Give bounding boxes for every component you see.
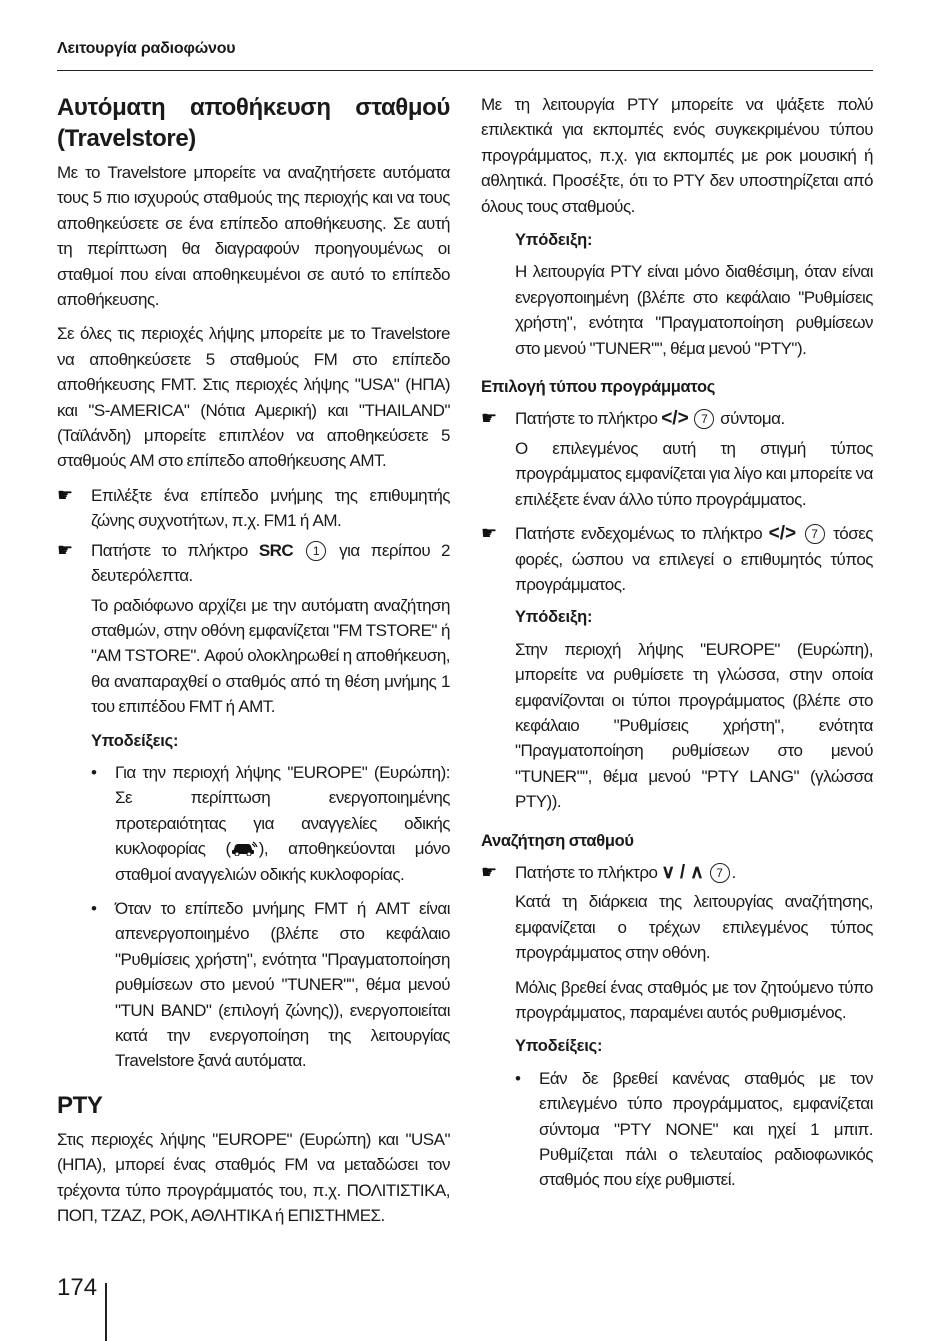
- step-repeat-arrow-keys: ☛ Πατήστε ενδεχομένως το πλήκτρο </> 7 τόσες φορές, ώσπου να επιλεγεί ο επιθυμητός τύπος προγράμματος.: [481, 523, 873, 594]
- program-type-display: Ο επιλεγμένος αυτή τη στιγμή τύπος προγράμματος εμφανίζεται για λίγο και μπορείτε να επιλέξετε έναν άλλο τύπο προγράμματος.: [515, 438, 873, 509]
- page-number-divider: [105, 1283, 107, 1341]
- pointing-hand-icon: ☛: [57, 539, 73, 560]
- pty-language-note: Στην περιοχή λήψης "EUROPE" (Ευρώπη), μπορείτε να ρυθμίσετε τη γλώσσα, στην οποία εμφανίζονται οι τύποι προγράμματος (βλέπε στο κεφάλαιο "Ρυθμίσεις χρήστη", ενότητα "Πραγματοποίηση ρυθμίσεων στο μενού "TUNER"", θέμα μενού "PTY LANG" (γλώσσα PTY)).: [515, 639, 873, 812]
- notes-list: [515, 1066, 873, 1193]
- left-right-arrow-keys: </>: [661, 408, 689, 430]
- search-found-text: Μόλις βρεθεί ένας σταθμός με τον ζητούμενο τύπο προγράμματος, παραμένει αυτός ρυθμισμένος.: [515, 977, 873, 1022]
- right-column: [481, 92, 873, 1202]
- left-right-arrow-keys: </>: [768, 523, 797, 545]
- left-column: [57, 92, 450, 1237]
- step-press-up-down-keys: ☛ Πατήστε το πλήκτρο ∨ / ∧ 7 .: [481, 860, 873, 885]
- notes-heading: Υποδείξεις:: [91, 731, 179, 750]
- key-number-badge: 1: [306, 541, 326, 561]
- note-heading: Υπόδειξη:: [515, 231, 593, 250]
- header-rule: [57, 70, 873, 71]
- step-press-src: ☛ Πατήστε το πλήκτρο SRC 1 για περίπου 2 δευτερόλεπτα.: [57, 539, 450, 586]
- pty-intro: Στις περιοχές λήψης "EUROPE" (Ευρώπη) και "USA" (ΗΠΑ), μπορεί ένας σταθμός FM να μεταδώσει τον τρέχοντα τύπο προγράμματός του, π.χ. ΠΟΛΙΤΙΣΤΙΚΑ, ΠΟΠ, ΤΖΑΖ, ΡΟΚ, ΑΘΛΗΤΙΚΑ ή ΕΠΙΣΤΗΜΕΣ.: [57, 1129, 450, 1226]
- pty-availability-note: Η λειτουργία PTY είναι μόνο διαθέσιμη, όταν είναι ενεργοποιημένη (βλέπε στο κεφάλαιο "Ρυθμίσεις χρήστη", ενότητα "Πραγματοποίηση ρυθμίσεων στο μενού "TUNER"", θέμα μενού "PTY").: [515, 262, 873, 358]
- station-search-heading: Αναζήτηση σταθμού: [481, 831, 634, 850]
- pointing-hand-icon: ☛: [481, 523, 497, 544]
- src-key-label: SRC: [258, 540, 294, 560]
- list-item: • Όταν το επίπεδο μνήμης FMT ή AMT είναι απενεργοποιημένο (βλέπε στο κεφάλαιο "Ρυθμίσεις χρήστη", ενότητα "Πραγματοποίηση ρυθμίσεων στο μενού "TUNER"", θέμα μενού "TUN BAND" (επιλογή ζώνης)), ενεργοποιείται κατά την ενεργοποίηση της λειτουργίας Travelstore ξανά αυτόματα.: [91, 898, 450, 1071]
- key-number-badge: 7: [805, 524, 825, 544]
- step-press-arrow-keys: ☛ Πατήστε το πλήκτρο </> 7 σύντομα.: [481, 406, 873, 431]
- pointing-hand-icon: ☛: [481, 861, 497, 882]
- list-item: • Εάν δε βρεθεί κανένας σταθμός με τον επιλεγμένο τύπο προγράμματος, εμφανίζεται σύντομα "PTY NONE" και ηχεί 1 μπιπ. Ρυθμίζεται πάλι ο τελευταίος ραδιοφωνικός σταθμός που είχε ρυθμιστεί.: [515, 1068, 873, 1190]
- page-number: 174: [57, 1274, 98, 1301]
- key-number-badge: 7: [710, 863, 730, 883]
- key-number-badge: 7: [694, 409, 714, 429]
- pty-title: PTY: [57, 1091, 103, 1119]
- pty-description: Με τη λειτουργία PTY μπορείτε να ψάξετε πολύ επιλεκτικά για εκπομπές ενός συγκεκριμένου τύπου προγράμματος, π.χ. για εκπομπές με ροκ μουσική ή αθλητικά. Προσέξτε, ότι το PTY δεν υποστηρίζεται από όλους τους σταθμούς.: [481, 95, 873, 216]
- traffic-info-car-icon: [231, 840, 259, 856]
- program-type-heading: Επιλογή τύπου προγράμματος: [481, 378, 716, 397]
- pointing-hand-icon: ☛: [57, 484, 73, 505]
- travelstore-regions: Σε όλες τις περιοχές λήψης μπορείτε με το Travelstore να αποθηκεύσετε 5 σταθμούς FM στο επίπεδο αποθήκευσης FMT. Στις περιοχές λήψης "USA" (ΗΠΑ) και "S-AMERICA" (Νότια Αμερική) και "THAILAND" (Ταϊλάνδη) μπορείτε επιπλέον να αποθηκεύσετε 5 σταθμούς AM στο επίπεδο αποθήκευσης AMT.: [57, 324, 450, 471]
- list-item: • Για την περιοχή λήψης "EUROPE" (Ευρώπη): Σε περίπτωση ενεργοποιημένης προτεραιότητας για αναγγελίες οδικής κυκλοφορίας ( ), αποθηκεύονται μόνο σταθμοί αναγγελιών οδικής κυκλοφορίας.: [91, 762, 451, 884]
- step-select-memory-level: ☛ Επιλέξτε ένα επίπεδο μνήμης της επιθυμητής ζώνης συχνοτήτων, π.χ. FM1 ή AM.: [57, 484, 450, 531]
- up-down-arrow-keys: ∨ / ∧: [661, 861, 704, 883]
- notes-list: [91, 760, 450, 1074]
- notes-heading: Υποδείξεις:: [515, 1037, 603, 1056]
- travelstore-intro: Με το Travelstore μπορείτε να αναζητήσετε αυτόματα τους 5 πιο ισχυρούς σταθμούς της περιοχής και να τους αποθηκεύσετε σε ένα επίπεδο αποθήκευσης. Σε αυτή τη περίπτωση θα διαγραφούν προηγουμένως οι σταθμοί που είναι αποθηκευμένοι σε αυτό το επίπεδο αποθήκευσης.: [57, 163, 450, 310]
- pointing-hand-icon: ☛: [481, 408, 497, 429]
- running-header: Λειτουργία ραδιοφώνου: [57, 40, 236, 57]
- travelstore-title: Αυτόματη αποθήκευση σταθμού (Travelstore): [57, 94, 450, 152]
- note-heading: Υπόδειξη:: [515, 608, 593, 627]
- search-progress-text: Κατά τη διάρκεια της λειτουργίας αναζήτησης, εμφανίζεται ο τρέχων επιλεγμένος τύπος προγράμματος στην οθόνη.: [515, 892, 873, 963]
- travelstore-result: Το ραδιόφωνο αρχίζει με την αυτόματη αναζήτηση σταθμών, στην οθόνη εμφανίζεται "FM TSTORE" ή "AM TSTORE". Αφού ολοκληρωθεί η αποθήκευση, θα αναπαραχθεί ο σταθμός από τη θέση μνήμης 1 του επιπέδου FMT ή AMT.: [91, 595, 450, 717]
